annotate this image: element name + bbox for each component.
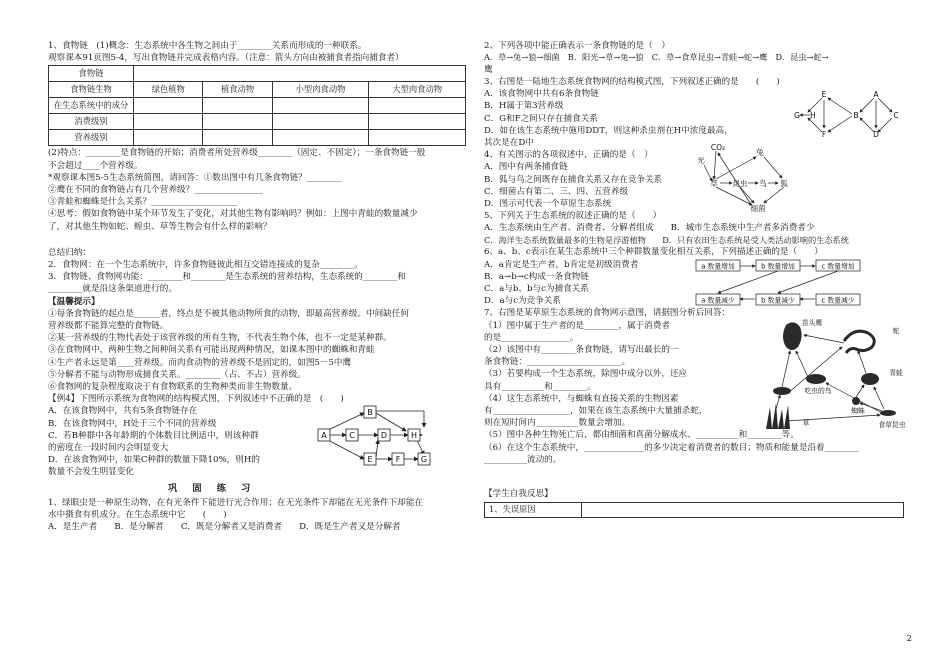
q2: 2、下列各项中能正确表示一条食物链的是（ ） <box>484 41 670 51</box>
q6-option-d: D．a与c为竞争关系 <box>484 296 561 307</box>
q6-label-b-down: b 数量减少 <box>761 296 795 305</box>
q3-node-g: G <box>794 111 800 121</box>
q7-label-eagle: 苗头鹰 <box>801 319 823 328</box>
example-question: 【例4】下图所示系统为食物网的结构模式图，下列叙述中不正确的是 ( ) <box>48 394 344 405</box>
think-question: ④思考：假如食物链中某个环节发生了变化，对其他生物有影响吗？例如：上图中青蛙的数量减少 <box>48 209 418 220</box>
table-cell[interactable] <box>203 98 272 114</box>
q7-part-1: （1）图中属于生产者的是________，属于消费者 <box>484 320 670 331</box>
table-cell: 营养级别 <box>49 130 134 146</box>
q7-part-5: （5）图中各种生物死亡后，都由细菌和真菌分解成水、__________和________等。 <box>484 430 799 441</box>
table-cell[interactable] <box>203 114 272 130</box>
q7-part-2: （2）该图中有________条食物链，请写出最长的一 <box>484 344 679 355</box>
q7-label-grass: 草 <box>802 419 810 428</box>
q5-options-cd: C．海洋生态系统数量最多的生物是浮游植物 D．只有农田生态系统是受人类活动影响的生态系统 <box>484 234 849 245</box>
q7-label-insect: 食草昆虫 <box>878 421 906 430</box>
tip-1: ①每条食物链的起点是______者，终点是不被其他动物所食的动物，即最高营养级。中间缺任何 <box>48 308 409 319</box>
web-node-g-label: G <box>420 455 428 465</box>
tip-3: ③在食物网中，两种生物之间种间关系有可能出现两种情况，如课本图中的蜘蛛和青蛙 <box>48 345 375 356</box>
q6-option-b: B．a→b→c构成一条食物链 <box>484 271 589 282</box>
q7-part-3-cont: 具有__________和________。 <box>484 381 596 392</box>
q7-part-6: （6）在这个生态系统中，______________的多少决定着消费者的数目；物质和能量是沿着________ <box>484 442 860 453</box>
web-node-d-label: D <box>380 431 388 441</box>
consolidation-q1-options: A．是生产者 B．是分解者 C．既是分解者又是消费者 D．既是生产者又是分解者 <box>48 522 401 533</box>
table-cell[interactable] <box>272 114 369 130</box>
table-cell[interactable] <box>203 130 272 146</box>
q6-block <box>484 246 916 307</box>
q7-label-frog: 青蛙 <box>889 369 903 378</box>
q4-option-b: B．狐与鸟之间既存在捕食关系又存在竞争关系 <box>484 174 663 185</box>
q3-option-b: B．H属于第3营养级 <box>484 101 564 112</box>
q6-population-diagram <box>694 258 864 308</box>
table-cell[interactable] <box>272 130 369 146</box>
q4-option-a: A．图中有两条捕食链 <box>484 162 568 173</box>
web-node-b-label: B <box>367 408 373 418</box>
q7-grassland-food-web <box>746 317 911 435</box>
table-cell[interactable] <box>369 98 466 114</box>
q4-node-light: 光 <box>697 156 705 166</box>
consolidation-q1-cont: 水中摄食有机成分。在生态系统中它 ( ) <box>48 509 227 520</box>
q4-option-c: C．细菌占有第二、三、四、五营养级 <box>484 186 629 197</box>
web-node-c-label: C <box>349 431 355 441</box>
q4-node-bird: 鸟 <box>759 179 767 189</box>
spider-icon <box>852 397 860 405</box>
reflection-answer-cell[interactable] <box>582 503 904 518</box>
table-cell: 小型肉食动物 <box>272 82 369 98</box>
q2-options-tail: 鹰 <box>484 64 493 75</box>
summary-heading: 总结归纳： <box>48 247 91 258</box>
mouse-icon <box>773 387 791 395</box>
insect-icon <box>880 410 896 416</box>
table-cell[interactable] <box>134 98 203 114</box>
food-chain-concept: 1、食物链 (1)概念：生态系统中各生物之间由于________关系而形成的一种联系。 <box>48 41 367 51</box>
web-node-a-label: A <box>321 431 327 441</box>
reflection-label: 1、失误原因 <box>485 503 582 518</box>
q3-node-c: C <box>893 111 899 121</box>
q6-label-c-down: c 数量减少 <box>821 296 855 305</box>
function-line: 3．食物链、食物网功能：________和________是生态系统的营养结构，生态系统的________和 <box>48 272 406 283</box>
tip-4: ④生产者永远是第____营养级。而肉食动物的营养级不是固定的，如图5－5中鹰 <box>48 357 352 368</box>
example-option-d-cont: 数量不会发生明显变化 <box>48 467 134 478</box>
example-4 <box>48 393 468 478</box>
q7-part-4-cont: 有__________________，如果在该生态系统中大量捕杀蛇， <box>484 405 708 416</box>
table-cell: 消费级别 <box>49 114 134 130</box>
function-line-cont: ________就是沿这条渠道进行的。 <box>48 284 177 295</box>
section-heading: 巩 固 练 习 <box>168 482 254 494</box>
food-web-def: 2．食物网：在一个生态系统中，许多食物链彼此相互交错连接成的复杂________。 <box>48 260 363 271</box>
page-number: 2 <box>906 634 912 644</box>
tip-2: ②某一营养级的生物代表处于该营养级的所有生物，不代表生物个体，也不一定是某种群。 <box>48 333 392 344</box>
frog-icon <box>861 373 879 385</box>
q3: 3、右图是一陆地生态系统食物网的结构模式图，下列叙述正确的是 ( ) <box>484 77 780 88</box>
tip-1-cont: 营养级都不能算完整的食物链。 <box>48 321 169 332</box>
q6: 6、a、b、c表示在某生态系统中三个种群数量变化相互关系，下列描述正确的是（ ） <box>484 247 823 258</box>
table-cell: 食物链生物 <box>49 82 134 98</box>
q4-node-bacteria: 细菌 <box>750 204 766 214</box>
q3-node-f: F <box>821 130 827 140</box>
example-option-d: D．在该食物网中，如果C种群的数量下降10%，则H的 <box>48 455 260 466</box>
q3-node-d: D <box>873 130 879 140</box>
q3-block <box>484 76 916 149</box>
table-cell: 植食动物 <box>203 82 272 98</box>
observe-5-5: *观察课本图5-5生态系统简图，请回答：①数出图中有几条食物链？________ <box>48 172 342 183</box>
q7-label-snake: 蛇 <box>892 327 900 336</box>
think-question-cont: 了，对其他生物如蛇、蝗虫、草等生物会有什么样的影响？ <box>48 221 272 232</box>
table-row <box>49 66 466 82</box>
tip-6: ⑥食物网的复杂程度取决于有食物联系的生物种类而非生物数量。 <box>48 382 298 393</box>
consolidation-q1: 1、绿眼虫是一种原生动物，在有光条件下能进行光合作用；在无光条件下却能在无光条件下却能在 <box>48 497 424 508</box>
q4-node-insect: 昆虫 <box>732 179 748 189</box>
table-row <box>49 98 466 114</box>
tip-5: ⑤分解者不能与动物形成捕食关系。________（占、不占）营养级。 <box>48 369 306 380</box>
table-cell[interactable] <box>272 98 369 114</box>
chain-features: (2)特点：________是食物链的开始；消费者所处营养级________（固定、不固定）；一条食物链一般 <box>48 148 426 159</box>
frog-spider-relation: ③青蛙和蜘蛛是什么关系？____________________ <box>48 197 238 208</box>
q4-option-d: D．图示可代表一个草原生态系统 <box>484 199 612 210</box>
reflection-table <box>484 502 904 518</box>
q3-node-e: E <box>821 90 827 100</box>
q7-part-2-cont: 条食物链：______________________。 <box>484 357 631 368</box>
q3-option-d-cont: 其次是在D中 <box>484 138 534 149</box>
grass-icon <box>766 403 790 429</box>
table-cell: 大型肉食动物 <box>369 82 466 98</box>
q6-label-a-down: a 数量减少 <box>701 296 735 305</box>
web-node-e-label: E <box>367 455 373 465</box>
table-row <box>49 82 466 98</box>
q3-food-web <box>794 90 904 140</box>
table-cell[interactable] <box>369 114 466 130</box>
table-row <box>49 130 466 146</box>
table-cell: 绿色植物 <box>134 82 203 98</box>
right-column <box>484 40 916 518</box>
reflection-title: 【学生自我反思】 <box>484 488 553 499</box>
q7-part-1-cont: 的是________________。 <box>484 332 579 343</box>
q6-option-c: C．a与b、b与c为捕食关系 <box>484 283 589 294</box>
q4-node-fox: 狐 <box>780 179 788 189</box>
q3-option-c: C．G和F之间只存在捕食关系 <box>484 113 598 124</box>
table-row <box>49 114 466 130</box>
food-web-diagram <box>316 405 466 467</box>
q3-option-a: A．该食物网中共有6条食物链 <box>484 89 599 100</box>
q7-part-4: （4）这生态系统中，与蜘蛛有直接关系的生物因素 <box>484 393 679 404</box>
example-option-b: B．在该食物网中，H处于三个不同的营养级 <box>48 418 217 429</box>
observe-instruction: 观察课本91页图5-4，写出食物链并完成表格内容。（注意：箭头方向由被捕食者指向捕食者） <box>48 53 404 64</box>
q5: 5、下列关于生态系统的叙述正确的是（ ） <box>484 211 662 222</box>
q7: 7、右图是某草原生态系统的食物网示意图，请据图分析后回答： <box>484 308 731 319</box>
table-cell[interactable] <box>369 130 466 146</box>
table-row <box>485 503 904 518</box>
q7-label-bird: 吃虫的鸟 <box>804 387 832 396</box>
q3-option-d: D．如在该生态系统中施用DDT，则这种杀虫剂在H中浓度最高， <box>484 125 733 136</box>
q6-label-b-up: b 数量增加 <box>761 262 795 271</box>
q7-part-4-cont2: 则在短时间内__________数量会增加。 <box>484 418 631 429</box>
q4-node-grass: 草 <box>710 179 718 189</box>
table-cell[interactable] <box>134 130 203 146</box>
snake-icon <box>844 332 874 354</box>
table-cell: 在生态系统中的成分 <box>49 98 134 114</box>
q7-part-6-cont: __________流动的。 <box>484 454 562 465</box>
q7-label-spider: 蜘蛛 <box>851 407 865 416</box>
q7-block <box>484 307 916 466</box>
chain-features-cont: 不会超过____个营养级。 <box>48 160 143 171</box>
table-cell: 食物链 <box>49 66 134 82</box>
web-node-h-label: H <box>410 431 418 441</box>
table-cell[interactable] <box>134 66 466 82</box>
q5-options-ab: A．生态系统由生产者、消费者、分解者组成 B．城市生态系统中生产者多消费者少 <box>484 223 815 234</box>
q4: 4、有关图示的各项叙述中，正确的是（ ） <box>484 150 653 161</box>
q4-ecosystem-diagram <box>694 143 814 213</box>
example-option-c-cont: 的密度在一段时间内会明显变大 <box>48 443 169 454</box>
table-cell[interactable] <box>134 114 203 130</box>
q3-node-a: A <box>873 90 879 100</box>
food-chain-table <box>48 65 466 146</box>
q4-node-co2: CO₂ <box>710 143 726 153</box>
q6-label-c-up: c 数量增加 <box>821 262 855 271</box>
owl-icon <box>783 323 802 351</box>
q6-option-a: A．a肯定是生产者，b肯定是初级消费者 <box>484 259 639 270</box>
q6-label-a-up: a 数量增加 <box>701 262 735 271</box>
q2-options: A．草→兔→狼→细菌 B．阳光→草→兔→狼 C．草→食草昆虫→青蛙→蛇→鹰 D．昆虫→蛇→ <box>484 52 829 63</box>
left-column <box>48 40 468 533</box>
q3-node-b: B <box>853 111 859 121</box>
eagle-levels: ②鹰在不同的食物链占有几个营养级？________________ <box>48 185 263 196</box>
tip-title: 【温馨提示】 <box>48 296 100 307</box>
example-option-a: A．在该食物网中，共有5条食物链存在 <box>48 406 198 417</box>
q7-part-3: （3）若要构成一个生态系统，除图中成分以外，还应 <box>484 369 688 380</box>
web-node-f-label: F <box>395 455 401 465</box>
q3-node-h: H <box>810 111 816 121</box>
example-option-c: C．若B种群中各年龄期的个体数目比例适中，则该种群 <box>48 430 259 441</box>
q4-node-rabbit: 兔 <box>756 148 764 158</box>
